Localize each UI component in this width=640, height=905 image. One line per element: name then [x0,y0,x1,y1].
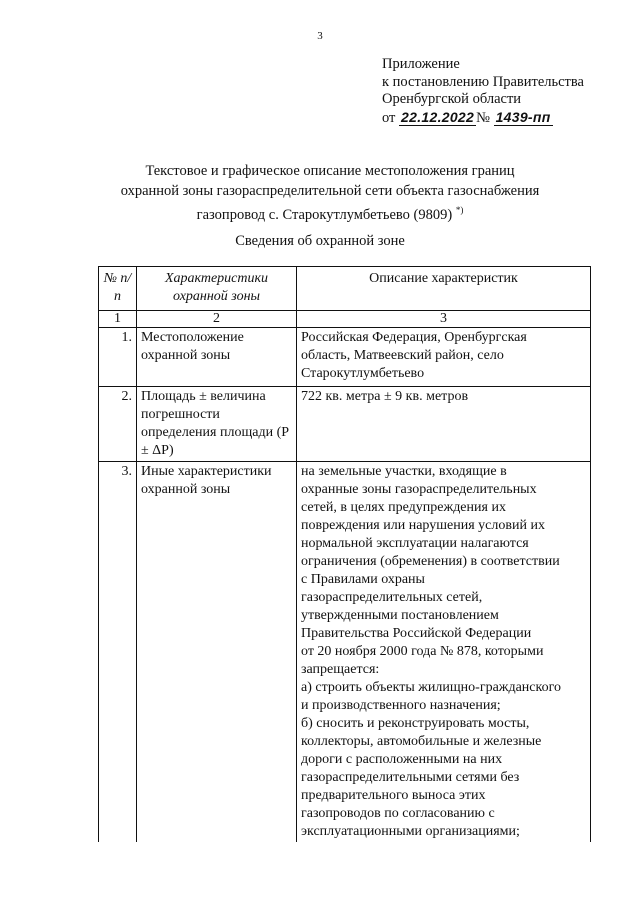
title-line-1: Текстовое и графическое описание местоположения границ [145,163,515,179]
appendix-number: 1439-пп [495,108,551,125]
description-line: и производственного назначения; [301,698,501,713]
description-line: запрещается: [301,662,380,677]
description-line: повреждения или нарушения условий их [301,518,545,533]
row-name: Иные характеристики охранной зоны [137,462,297,843]
description-line: сетей, в целях предупреждения их [301,500,506,515]
description-line: утвержденными постановлением [301,608,499,623]
appendix-date: 22.12.2022 [401,108,475,125]
title-line-2: охранной зоны газораспределительной сети объекта газоснабжения [120,182,540,199]
row-description [297,462,591,843]
description-line: нормальной эксплуатации налагаются [301,536,529,551]
appendix-from: от [382,109,396,126]
description-line: б) сносить и реконструировать мосты, [301,716,530,731]
column-number-row [99,311,591,328]
header-characteristics: Характеристики охранной зоны [137,267,297,311]
row-description [297,328,591,387]
description-line: предварительного выноса этих [301,788,486,803]
description-line: Правительства Российской Федерации [301,626,532,641]
description-line: газопроводов по согласованию с [301,806,495,821]
table-row [99,328,591,387]
row-name: Местоположение охранной зоны [137,328,297,387]
header-number: № п/п [99,267,137,311]
title-line-3 [60,201,600,225]
row-number: 1. [99,328,137,387]
table-row [99,462,591,843]
row-name: Площадь ± величина погрешности определения площади (P ± ΔP) [137,387,297,462]
title-line-3-text: газопровод с. Старокутлумбетьево (9809) [196,206,453,223]
appendix-number-sign: № [476,109,490,126]
appendix-line-4 [382,109,584,128]
row-number: 3. [99,462,137,843]
description-line: дороги с расположенными на них [301,752,503,767]
appendix-header [382,56,584,127]
description-line: Российская Федерация, Оренбургская [301,330,527,345]
document-title [60,162,600,225]
description-line: на земельные участки, входящие в [301,464,507,479]
description-line: ограничения (обременения) в соответствии [301,554,560,569]
row-number: 2. [99,387,137,462]
column-number: 2 [137,311,297,328]
column-number: 1 [99,311,137,328]
description-line: газораспределительными сетями без [301,770,520,785]
description-line: от 20 ноября 2000 года № 878, которыми [301,644,544,659]
section-subtitle: Сведения об охранной зоне [235,233,405,249]
description-line: область, Матвеевский район, село [301,348,504,363]
table-row [99,387,591,462]
description-line: а) строить объекты жилищно-гражданского [301,680,561,695]
table-header-row [99,267,591,311]
row-description [297,387,591,462]
description-line: охранные зоны газораспределительных [301,482,537,497]
appendix-line-1: Приложение [382,56,460,72]
footnote-mark: *) [455,205,464,215]
description-line: коллекторы, автомобильные и железные [301,734,542,749]
description-line: эксплуатационными организациями; [301,824,520,839]
header-description: Описание характеристик [297,267,591,311]
description-line: 722 кв. метра ± 9 кв. метров [301,389,469,404]
column-number: 3 [297,311,591,328]
description-line: газораспределительных сетей, [301,590,483,605]
protection-zone-table [98,266,591,842]
appendix-line-2: к постановлению Правительства [382,73,584,90]
page-number: 3 [317,30,323,42]
description-line: Старокутлумбетьево [301,366,425,381]
description-line: с Правилами охраны [301,572,425,587]
appendix-line-3: Оренбургской области [382,91,522,107]
